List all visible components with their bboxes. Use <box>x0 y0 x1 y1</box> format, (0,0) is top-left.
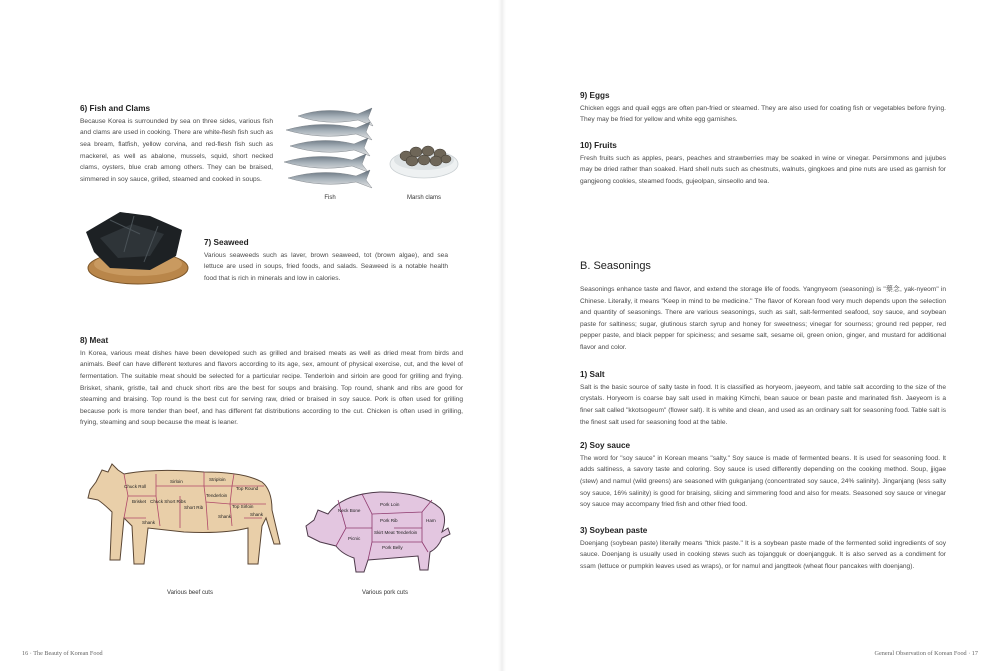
section-body: Fresh fruits such as apples, pears, peaches and strawberries may be soaked in wine or vinegar. Persimmons and jujubes may be dried rather than soaked. Hard shell nuts such as chestnuts, walnuts, gingkoes and pine nuts are used as garnish for gangjeong cookies, steamed foods, gujeolpan, sinseollo and tea. <box>580 154 946 186</box>
section-soybean-paste <box>580 526 946 573</box>
beef-label-top-sirloin: Top Sirloin <box>232 504 254 509</box>
fish-photo <box>280 104 380 192</box>
page-gutter <box>498 0 506 671</box>
pork-label-picnic: Picnic <box>348 536 361 541</box>
section-heading: 2) Soy sauce <box>580 441 631 450</box>
section-body: In Korea, various meat dishes have been developed such as grilled and braised meats as well as dried meat from birds and animals. Beef can have different textures and flavors according to its age, sex, amount of physical exercise, cut, and the level of fermentation. The suitable meat should be selected for a particular recipe. Tenderloin and sirloin are good for grilling and frying. Brisket, shank, gristle, tail and chuck short ribs are the best for soups and braising. Top round, shank and ribs are good for steaming and braising. Top round is the best cut for serving raw, dried or braised in soy sauce. Pork is often used for grilling because pork is more tender than beef, and has different fat distributions according to the cut. Chicken is often used in grilling, frying, steaming and soup because the meat is leaner. <box>80 349 463 427</box>
fish-photo-caption: Fish <box>324 195 336 201</box>
section-heading: 3) Soybean paste <box>580 526 648 535</box>
beef-label-shank-front: Shank <box>142 520 156 525</box>
section-heading: 9) Eggs <box>580 91 610 100</box>
seaweed-photo <box>80 208 192 288</box>
beef-label-shank-rear: Shank <box>250 512 264 517</box>
beef-label-chuck-short-ribs: Chuck Short Ribs <box>150 499 186 504</box>
pork-cuts-diagram <box>302 482 452 576</box>
beef-label-top-round: Top Round <box>236 486 259 491</box>
section-salt <box>580 370 946 428</box>
clams-photo <box>388 132 460 180</box>
beef-cuts-caption: Various beef cuts <box>167 590 213 596</box>
pork-label-ham: Ham <box>426 518 436 523</box>
left-page-footer: 16 · The Beauty of Korean Food <box>22 650 103 657</box>
beef-label-chuck-roll: Chuck Roll <box>124 484 147 489</box>
beef-label-brisket: Brisket <box>132 499 147 504</box>
section-body: Salt is the basic source of salty taste in food. It is classified as horyeom, jaeyeom, and table salt according to the size of the crystals. Horyeom is coarse bay salt used in making Kimchi, bean sauce or bean paste and marinated fish. Jaeyeom is a finer salt called "kkotsogeum" (flower salt). It is white and clean, and used as an ordinary salt for seasoning food. Table salt is the finest salt used for seasoning food at the table. <box>580 383 946 426</box>
section-heading: 8) Meat <box>80 336 109 345</box>
beef-cuts-diagram <box>84 456 290 580</box>
beef-label-shank-mid: Shank <box>218 514 232 519</box>
pork-label-neck-bone: Neck Bone <box>338 508 361 513</box>
section-heading: 1) Salt <box>580 370 605 379</box>
section-heading: 6) Fish and Clams <box>80 104 151 113</box>
section-seasonings <box>580 260 946 354</box>
section-body: Chicken eggs and quail eggs are often pan-fried or steamed. They are also used for coating fish or vegetables before frying. They may be fried for yellow and white egg garnishes. <box>580 104 946 124</box>
pork-cuts-caption: Various pork cuts <box>362 590 408 596</box>
section-fruits <box>580 141 946 188</box>
section-body: Doenjang (soybean paste) literally means "thick paste." It is a soybean paste made of the fermented solid ingredients of soy sauce. Doenjang is usually used in cooking stews such as tojangguk or doenjangguk. It is also served as a condiment for ssam (lettuce or pumpkin leaves used as wraps), or for namul and jangtteok (wheat flour pancakes with doenjang). <box>580 539 946 571</box>
section-body: Because Korea is surrounded by sea on three sides, various fish and clams are used in cooking. There are white-flesh fish such as sea bream, flatfish, yellow corvina, and red-flesh fish such as mackerel, as well as abalone, mussels, squid, short necked clams, oysters, blue crab among others. They can be braised, simmered in soy sauce, grilled, steamed and cooked in soups. <box>80 117 273 183</box>
pork-label-tenderloin: Tenderloin <box>396 530 418 535</box>
chapter-heading: B. Seasonings <box>580 260 651 272</box>
right-page-footer: General Observation of Korean Food · 17 <box>874 650 978 657</box>
pork-label-rib: Pork Rib <box>380 518 398 523</box>
clams-photo-caption: Marsh clams <box>406 195 441 201</box>
section-body: Seasonings enhance taste and flavor, and extend the storage life of foods. Yangnyeom (seasoning) is "藥念, yak-nyeom" in Chinese. Literally, it means "Keep in mind to be medicine." The flavor of Korean food very much depends upon the selection and quantity of seasonings. There are various seasonings, such as salt, salt-fermented seafood, soy sauce, and soybean paste for saltiness; sugar, glutinous starch syrup and honey for sweetness; vinegar for sourness; ground red pepper, red pepper paste, and black pepper for spiciness; and sesame salt, sesame oil, green onion, ginger, and mustard for additional flavor and color. <box>580 286 946 351</box>
section-heading: 7) Seaweed <box>204 238 249 247</box>
pork-label-belly: Pork Belly <box>382 545 403 550</box>
section-meat <box>80 336 463 429</box>
beef-label-striploin: Striploin <box>209 477 226 482</box>
beef-label-tenderloin: Tenderloin <box>206 493 228 498</box>
section-heading: 10) Fruits <box>580 141 617 150</box>
section-seaweed <box>204 238 448 285</box>
beef-label-short-rib: Short Rib <box>184 505 204 510</box>
section-fish-and-clams <box>80 104 273 185</box>
pork-label-skirt-meat: Skirt Meat <box>374 530 395 535</box>
beef-label-sirloin: Sirloin <box>170 479 183 484</box>
section-eggs <box>580 91 946 126</box>
section-body: Various seaweeds such as laver, brown seaweed, tot (brown algae), and sea lettuce are used in soups, fried foods, and salads. Seaweed is a notable health food that is rich in minerals and low in calories. <box>204 251 448 283</box>
pork-label-loin: Pork Loin <box>380 502 400 507</box>
section-body: The word for "soy sauce" in Korean means "salty." Soy sauce is made of fermented beans. It is used for seasoning food. It adds saltiness, a savory taste and coloring. Soy sauce is used differently depending on the cooking method. Soup, jjigae (stew) and namul (wild greens) are seasoned with gukganjang (concentrated soy sauce, 24% salinity). Jinganjang (less salty soy sauce, 16% salinity) is good for braising, slicing and simmering food and also for meats. Seasoned soy sauce or vinegar soy sauce may accompany fried fish and other fried food. <box>580 454 946 509</box>
section-soy-sauce <box>580 441 946 511</box>
